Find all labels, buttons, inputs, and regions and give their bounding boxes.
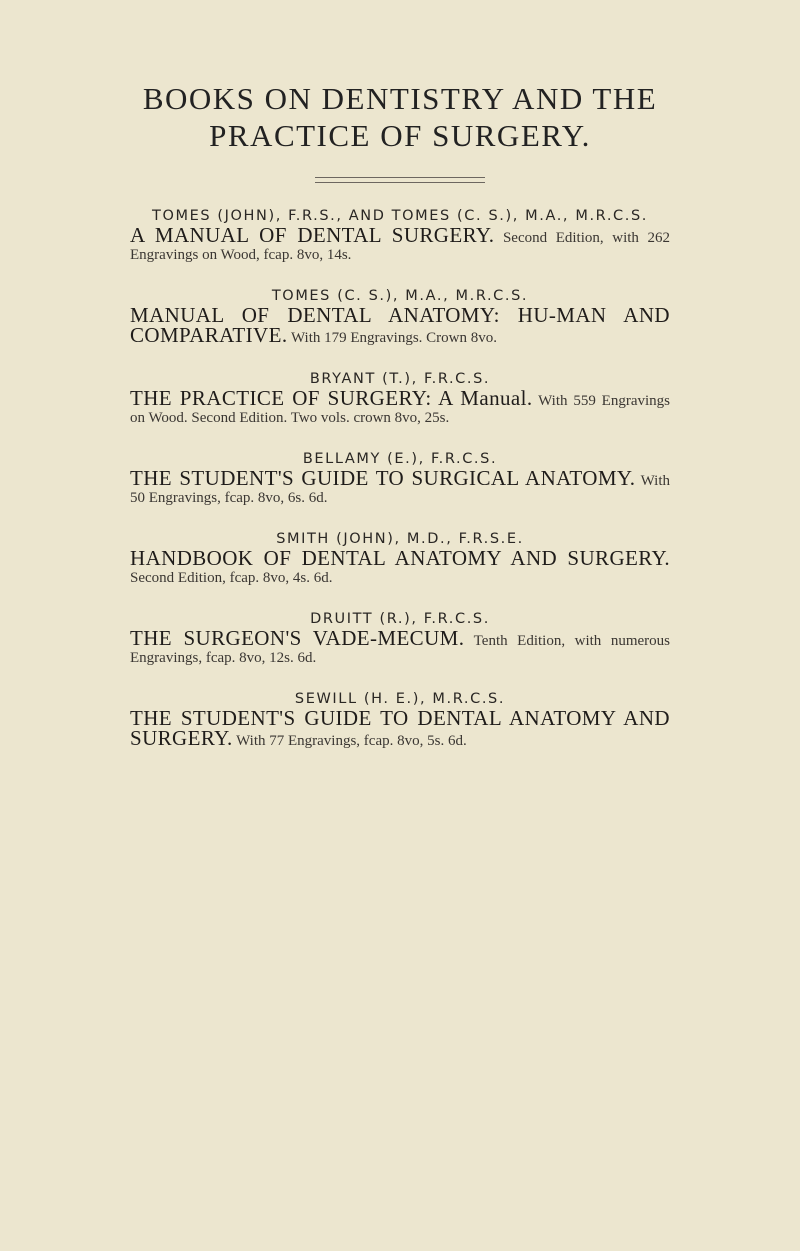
book-entry bbox=[130, 530, 670, 587]
book-details: Second Edition, fcap. 8vo, 4s. 6d. bbox=[130, 570, 333, 586]
book-description bbox=[130, 466, 670, 507]
book-author: SMITH (JOHN), M.D., F.R.S.E. bbox=[276, 531, 524, 547]
book-author: BELLAMY (E.), F.R.C.S. bbox=[302, 451, 498, 467]
book-title: THE STUDENT'S GUIDE TO DENTAL ANATOMY AND SURGERY. bbox=[130, 706, 670, 750]
book-entry bbox=[130, 610, 670, 667]
book-author: DRUITT (R.), F.R.C.S. bbox=[310, 611, 490, 627]
book-description bbox=[130, 626, 670, 667]
book-title: MANUAL OF DENTAL ANATOMY: HU-MAN AND COMPARATIVE. bbox=[130, 303, 670, 347]
book-details: Tenth Edition, with numerous Engravings, fcap. 8vo, 12s. 6d. bbox=[130, 633, 670, 666]
heading-line-1: BOOKS ON DENTISTRY AND THE bbox=[142, 81, 658, 116]
book-title: THE PRACTICE OF SURGERY: A Manual. bbox=[130, 386, 533, 410]
book-title: THE STUDENT'S GUIDE TO SURGICAL ANATOMY. bbox=[130, 466, 636, 490]
book-title: A MANUAL OF DENTAL SURGERY. bbox=[130, 223, 495, 247]
page-heading bbox=[130, 0, 670, 154]
book-details: Second Edition, with 262 Engravings on Wood, fcap. 8vo, 14s. bbox=[130, 230, 671, 263]
book-entry bbox=[130, 207, 670, 264]
book-description bbox=[130, 303, 670, 347]
book-description bbox=[130, 706, 670, 750]
book-author: BRYANT (T.), F.R.C.S. bbox=[309, 371, 491, 387]
book-title: HANDBOOK OF DENTAL ANATOMY AND SURGERY. bbox=[130, 546, 670, 570]
book-entry bbox=[130, 287, 670, 347]
book-title: THE SURGEON'S VADE-MECUM. bbox=[130, 626, 465, 650]
book-description bbox=[130, 223, 671, 264]
book-details: With 559 Engravings on Wood. Second Edition. Two vols. crown 8vo, 25s. bbox=[130, 393, 670, 426]
book-details: With 179 Engravings. Crown 8vo. bbox=[290, 330, 498, 346]
book-author: TOMES (JOHN), F.R.S., AND TOMES (C. S.), M.A., M.R.C.S. bbox=[152, 208, 648, 224]
double-rule-divider bbox=[315, 177, 485, 183]
book-details: With 50 Engravings, fcap. 8vo, 6s. 6d. bbox=[130, 473, 670, 506]
book-author: SEWILL (H. E.), M.R.C.S. bbox=[294, 691, 506, 707]
book-details: With 77 Engravings, fcap. 8vo, 5s. 6d. bbox=[236, 733, 467, 749]
book-description bbox=[130, 546, 670, 587]
book-author: TOMES (C. S.), M.A., M.R.C.S. bbox=[271, 288, 529, 304]
book-description bbox=[130, 386, 670, 427]
book-entry bbox=[130, 450, 670, 507]
heading-line-2: PRACTICE OF SURGERY. bbox=[209, 118, 591, 153]
book-entry bbox=[130, 370, 670, 427]
book-entry bbox=[130, 690, 670, 750]
